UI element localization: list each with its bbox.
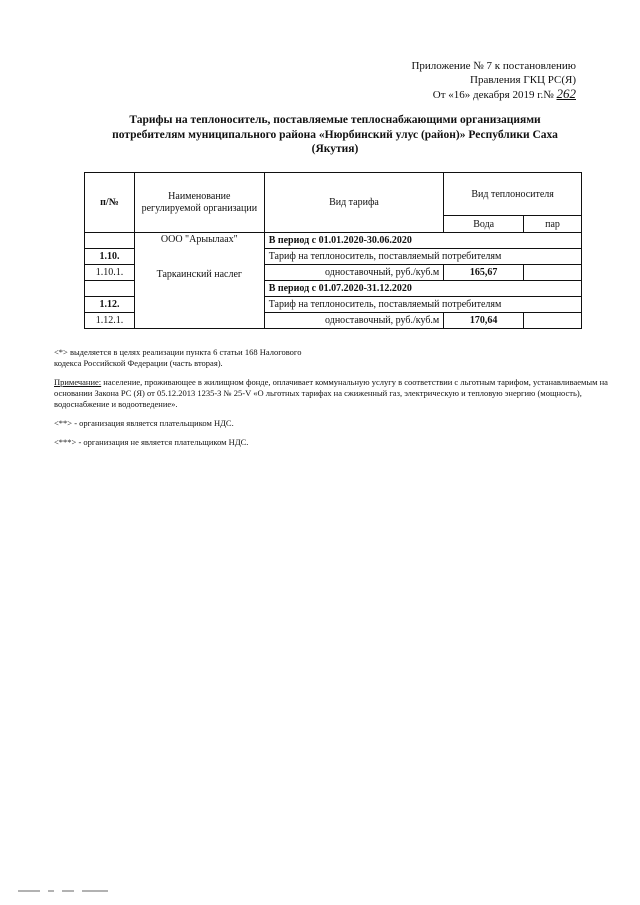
document-title: [90, 113, 580, 157]
header-num: п/№: [85, 173, 135, 233]
title-line-3: (Якутия): [311, 143, 359, 155]
value-water: 170,64: [444, 313, 524, 329]
row-num: 1.10.1.: [85, 265, 135, 281]
value-steam: [524, 265, 582, 281]
value-water: 165,67: [444, 265, 524, 281]
remark-text: население, проживающее в жилищном фонде, оплачивает коммунальную услугу в соответствии с льготным тарифом, устанавливаемым на основании Закона РС (Я) от 05.12.2013 1235-З № 25-V «О льготных тарифах на сжиженный газ, электрическую и тепловую энергию (мощность), водоснабжение и водоотведение».: [54, 377, 608, 409]
appendix-line-1: Приложение № 7 к постановлению: [411, 60, 576, 72]
scan-dash-marks: [18, 888, 138, 894]
appendix-header: [411, 60, 576, 103]
period-2: В период с 01.07.2020-31.12.2020: [264, 281, 581, 297]
row-num: 1.12.1.: [85, 313, 135, 329]
note-vat-payer: <**> - организация является плательщиком НДС.: [54, 418, 234, 428]
header-water: Вода: [444, 216, 524, 233]
remark-label: Примечание:: [54, 377, 102, 387]
note-non-vat-payer: <***> - организация не является плательщиком НДС.: [54, 437, 249, 447]
table-row: [85, 233, 582, 249]
note-vat-line-2: кодекса Российской Федерации (часть вторая).: [54, 358, 223, 368]
appendix-line-2: Правления ГКЦ РС(Я): [470, 73, 576, 86]
decree-number: 262: [556, 86, 576, 101]
header-tariff-type: Вид тарифа: [264, 173, 444, 233]
scan-marks: [18, 888, 138, 896]
organization-name: ООО "Арыылаах": [160, 234, 238, 245]
note-remark: [54, 377, 614, 410]
header-steam: пар: [524, 216, 582, 233]
cell-empty: [85, 281, 135, 297]
decree-date: От «16» декабря 2019 г.№: [432, 89, 554, 101]
value-steam: [524, 313, 582, 329]
row-text: Тариф на теплоноситель, поставляемый потребителям: [264, 297, 581, 313]
row-text: Тариф на теплоноситель, поставляемый потребителям: [264, 249, 581, 265]
organization-locality: Таркаинский наслег: [156, 269, 243, 280]
note-vat-line-1: <*> выделяется в целях реализации пункта 6 статьи 168 Налогового: [54, 347, 302, 357]
organization-cell: [134, 233, 264, 329]
header-organization: Наименование регулируемой организации: [134, 173, 264, 233]
title-line-1: Тарифы на теплоноситель, поставляемые теплоснабжающими организациями: [129, 114, 541, 126]
row-num: 1.10.: [85, 249, 135, 265]
title-line-2: потребителям муниципального района «Нюрбинский улус (район)» Республики Саха: [112, 128, 558, 141]
row-text: одноставочный, руб./куб.м: [264, 313, 444, 329]
row-text: одноставочный, руб./куб.м: [264, 265, 444, 281]
row-num: 1.12.: [85, 297, 135, 313]
appendix-line-3: [411, 87, 576, 103]
tariff-table: [84, 172, 582, 329]
cell-empty: [85, 233, 135, 249]
header-carrier: Вид теплоносителя: [444, 173, 582, 216]
notes-section: [54, 347, 614, 448]
period-1: В период с 01.01.2020-30.06.2020: [264, 233, 581, 249]
